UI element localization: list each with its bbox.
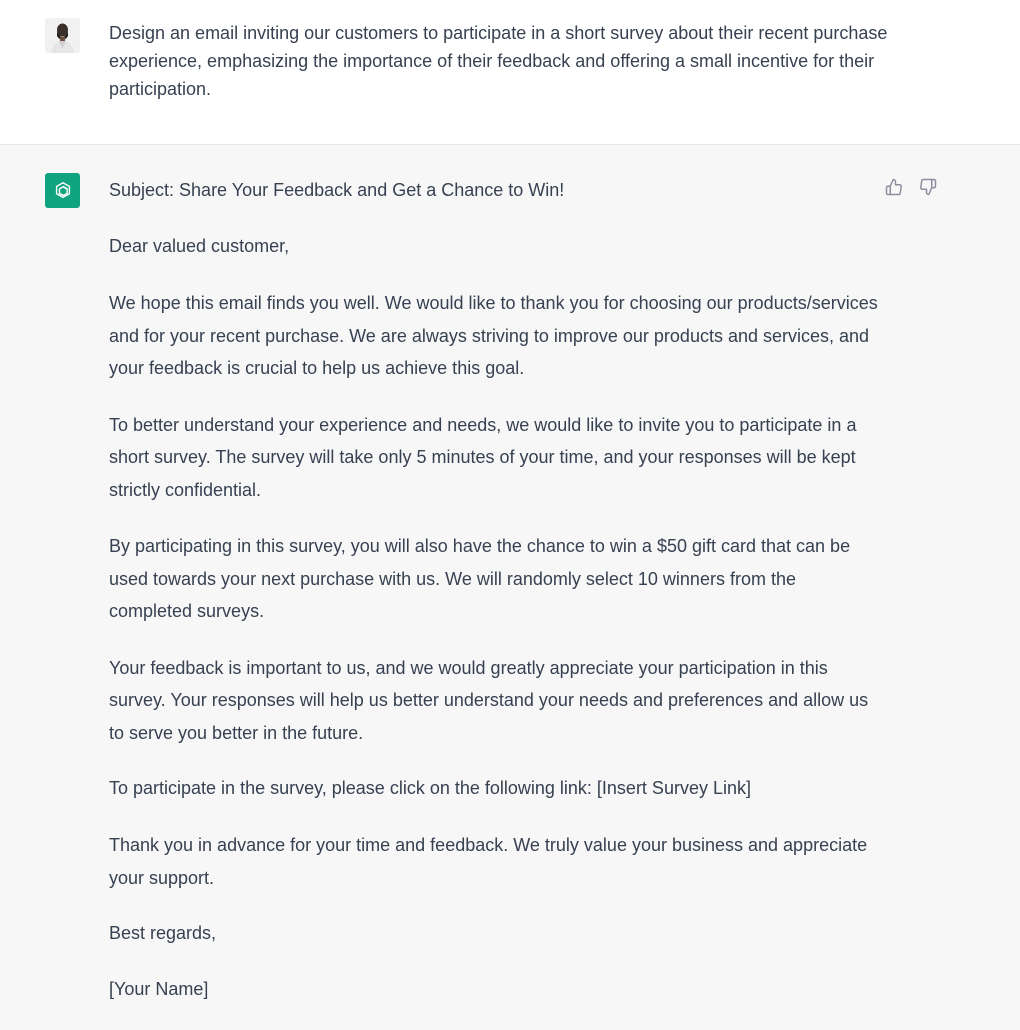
email-signature: [Your Name] bbox=[109, 979, 209, 999]
assistant-reply bbox=[109, 175, 884, 1030]
email-paragraph: To better understand your experience and needs, we would like to invite you to participate in a short survey. The survey will take only 5 minutes of your time, and your responses will be kept strictly confidential. bbox=[109, 414, 857, 500]
user-avatar-icon bbox=[45, 18, 80, 53]
email-paragraph: We hope this email finds you well. We would like to thank you for choosing our products/services and for your recent purchase. We are always striving to improve our products and services, and your feedback is crucial to help us achieve this goal. bbox=[109, 293, 878, 378]
email-greeting: Dear valued customer, bbox=[109, 236, 290, 256]
email-paragraph: By participating in this survey, you will also have the chance to win a $50 gift card that can be used towards your next purchase with us. We will randomly select 10 winners from the completed surveys. bbox=[109, 536, 851, 621]
feedback-buttons bbox=[884, 177, 938, 197]
thumbs-up-icon[interactable] bbox=[884, 177, 904, 197]
email-subject: Subject: Share Your Feedback and Get a Chance to Win! bbox=[109, 180, 565, 200]
email-survey-link-line: To participate in the survey, please click on the following link: [Insert Survey Link] bbox=[109, 778, 751, 798]
email-paragraph: Thank you in advance for your time and feedback. We truly value your business and appreciate your support. bbox=[109, 835, 868, 888]
assistant-message bbox=[0, 145, 1020, 1024]
email-signoff: Best regards, bbox=[109, 923, 217, 943]
openai-logo-icon bbox=[45, 173, 80, 208]
user-prompt-text: Design an email inviting our customers to participate in a short survey about their recent purchase experience, emphasizing the importance of their feedback and offering a small incentive for their participation. bbox=[109, 23, 888, 99]
user-message bbox=[0, 0, 1020, 145]
email-paragraph: Your feedback is important to us, and we would greatly appreciate your participation in this survey. Your responses will help us better understand your needs and preferences and allow us to serve you better in the future. bbox=[109, 657, 869, 743]
thumbs-down-icon[interactable] bbox=[918, 177, 938, 197]
